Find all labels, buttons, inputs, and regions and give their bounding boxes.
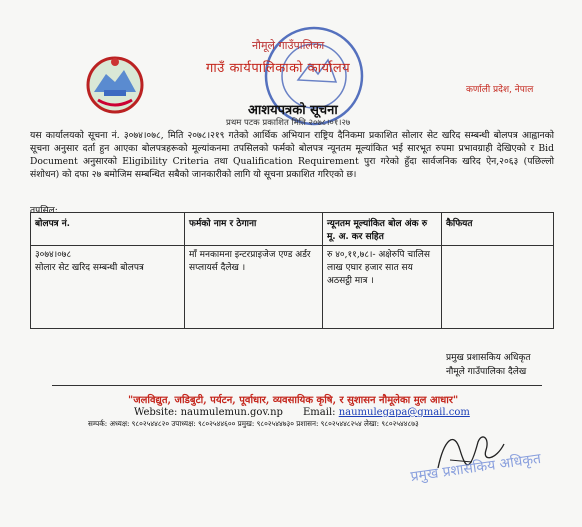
officer-stamp: प्रमुख प्रशासकिय अधिकृत	[409, 450, 542, 486]
col-bid-no: बोलपत्र नं.	[31, 213, 185, 246]
details-label: तपसिल:	[30, 206, 58, 216]
table-row	[31, 246, 554, 329]
contact-numbers: सम्पर्क: अध्यक्ष: ९८०२५४४८२० उपाध्यक्ष: ९८०२५४४६०० प्रमुख: ९८०२५४४७३० प्रशासन: ९८०२५४४८२५४ लेखा: ९८०२५४४८७३	[88, 419, 419, 428]
notice-body: यस कार्यालयको सूचना नं. ३०७४।०७८, मिति २०७८।२१९ गतेको आर्थिक अभियान राष्ट्रिय दैनिकमा प्रकाशित सोलार सेट खरिद सम्बन्धी बोलपत्र आह्वानको सूचना अनुसार दर्ता हुन आएका बोलपत्रहरूको मूल्यांकनमा तपसिलको फर्मको बोलपत्र न्यूनतम मूल्यांकित भई सारभूत रुपमा प्रभावग्राही देखिएको र Bid Document अनुसारको Eligibility Criteria तथा Qualification Requirement पुरा गरेको हुँदा सार्वजनिक खरिद ऐन,२०६३ (पछिल्लो संशोधन) को दफा २७ बमोजिम सम्बन्धित सबैको जानकारीको लागि यो सूचना प्रकाशित गरिएको छ।	[30, 130, 554, 180]
website-link[interactable]: naumulemun.gov.np	[180, 407, 283, 418]
cell-remarks	[442, 246, 554, 329]
col-remarks: कैफियत	[442, 213, 554, 246]
cell-firm: माँ मनकामना इन्टरप्राइजेज एण्ड अर्डर सप्लायर्स दैलेख ।	[185, 246, 323, 329]
email-label: Email:	[303, 407, 336, 418]
signatory-block	[446, 351, 531, 379]
bid-number: ३०७४।०७८	[35, 250, 72, 260]
website-label: Website:	[134, 407, 178, 418]
nepal-emblem-logo	[84, 52, 146, 114]
notice-publish-date: प्रथम पटक प्रकाशित मिति २०७८।०१।२७	[226, 118, 351, 128]
bid-description: सोलार सेट खरिद सम्बन्धी बोलपत्र	[35, 263, 144, 273]
bid-table	[30, 212, 554, 329]
table-header-row	[31, 213, 554, 246]
website-line	[134, 407, 283, 418]
col-amount: न्यूनतम मूल्यांकित बोल अंक रु मू. अ. कर सहित	[323, 213, 442, 246]
signatory-office: नौमूले गाउँपालिका दैलेख	[446, 367, 527, 377]
notice-title: आशयपत्रको सूचना	[248, 103, 338, 118]
cell-bid	[31, 246, 185, 329]
footer-motto: "जलविद्युत, जडिबुटी, पर्यटन, पूर्वाधार, व्यवसायिक कृषि, र सुशासन नौमूलेका मुल आधार"	[128, 395, 459, 406]
office-name: गाउँ कार्यपालिकाको कार्यालय	[206, 61, 351, 76]
signatory-title: प्रमुख प्रशासकिय अधिकृत	[446, 353, 531, 363]
email-link[interactable]: naumulegapa@gmail.com	[338, 407, 470, 418]
col-firm: फर्मको नाम र ठेगाना	[185, 213, 323, 246]
office-top-line: नौमूले गाउँपालिका	[252, 39, 325, 52]
province-label: कर्णाली प्रदेश, नेपाल	[466, 85, 534, 95]
cell-amount: रु ४०,११,७८।- अक्षेरुपि चालिस लाख एघार हजार सात सय अठसट्ठी मात्र ।	[323, 246, 442, 329]
footer-divider	[52, 385, 542, 386]
email-line	[303, 407, 470, 418]
